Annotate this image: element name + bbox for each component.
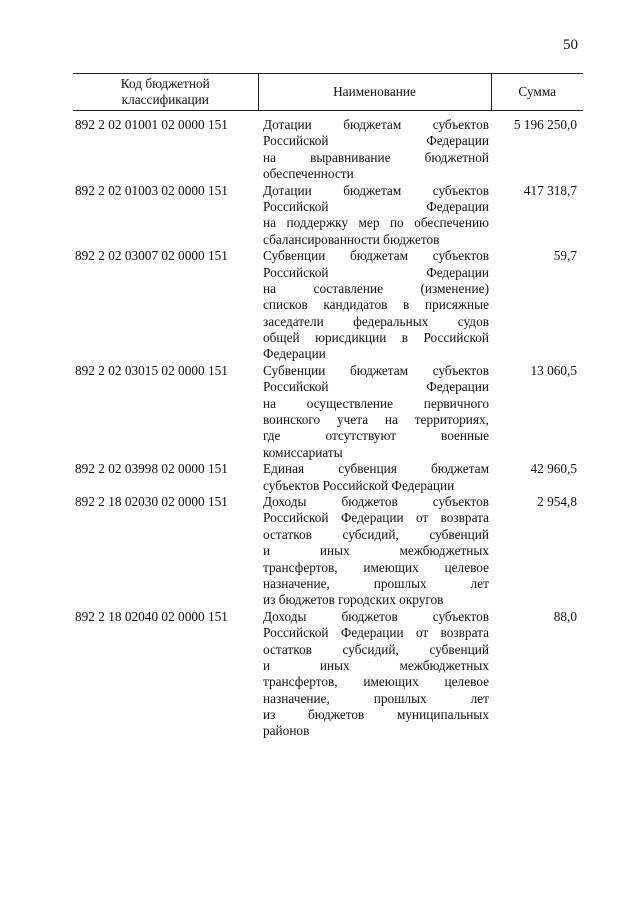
row-amount: 42 960,5 — [530, 461, 577, 477]
row-code: 892 2 18 02040 02 0000 151 — [75, 608, 228, 624]
row-name-line: и иных межбюджетных — [263, 657, 489, 673]
row-code: 892 2 02 03015 02 0000 151 — [75, 362, 228, 378]
row-code: 892 2 02 01003 02 0000 151 — [75, 182, 228, 198]
table-row — [73, 494, 583, 609]
row-amount: 2 954,8 — [537, 493, 577, 509]
row-name-line: Российской Федерации — [263, 133, 489, 149]
row-code: 892 2 02 03998 02 0000 151 — [75, 461, 228, 477]
row-name — [258, 609, 491, 740]
row-name-line: назначение, прошлых лет — [263, 575, 489, 591]
row-name-line: остатков субсидий, субвенций — [263, 641, 489, 657]
row-name-line: Единая субвенция бюджетам — [263, 461, 489, 477]
row-name-line: субъектов Российской Федерации — [263, 477, 455, 493]
row-name-line: общей юрисдикции в Российской — [263, 330, 489, 346]
row-name-line: трансфертов, имеющих целевое — [263, 559, 489, 575]
header-amount: Сумма — [491, 74, 583, 111]
row-name — [258, 183, 491, 249]
row-amount: 5 196 250,0 — [513, 117, 577, 132]
row-name-line: на осуществление первичного — [263, 395, 489, 411]
row-name — [258, 363, 491, 461]
table-row — [73, 248, 583, 363]
row-name-line: Российской Федерации от возврата — [263, 625, 489, 641]
row-name-line: Федерации — [263, 346, 326, 362]
table-body — [73, 111, 583, 740]
row-code: 892 2 18 02030 02 0000 151 — [75, 493, 228, 509]
row-name-line: комиссариаты — [263, 444, 343, 460]
row-name-line: из бюджетов городских округов — [263, 592, 444, 608]
row-name-line: Российской Федерации — [263, 198, 489, 214]
row-name-line: трансфертов, имеющих целевое — [263, 674, 489, 690]
row-name-line: воинского учета на территориях, — [263, 412, 489, 428]
row-name-line: обеспеченности — [263, 166, 354, 182]
row-name-line: Российской Федерации — [263, 264, 489, 280]
row-name-line: на составление (изменение) — [263, 280, 489, 296]
row-amount: 59,7 — [553, 248, 577, 264]
row-name-line: на выравнивание бюджетной — [263, 149, 489, 165]
row-name-line: остатков субсидий, субвенций — [263, 526, 489, 542]
row-name — [258, 494, 491, 609]
header-code: Код бюджетной классификации — [73, 74, 258, 111]
budget-table — [73, 73, 583, 740]
row-name — [258, 111, 491, 183]
row-name-line: списков кандидатов в присяжные — [263, 297, 489, 313]
row-amount: 13 060,5 — [530, 362, 577, 378]
row-code: 892 2 02 03007 02 0000 151 — [75, 248, 228, 264]
row-name-line: Дотации бюджетам субъектов — [263, 117, 489, 132]
row-name-line: Доходы бюджетов субъектов — [263, 493, 489, 509]
row-name-line: назначение, прошлых лет — [263, 690, 489, 706]
table-header-row — [73, 74, 583, 111]
table-row — [73, 461, 583, 494]
row-name-line: на поддержку мер по обеспечению — [263, 215, 489, 231]
row-name-line: где отсутствуют военные — [263, 428, 489, 444]
row-name-line: заседатели федеральных судов — [263, 313, 489, 329]
row-name-line: сбалансированности бюджетов — [263, 231, 440, 247]
table-row — [73, 183, 583, 249]
row-amount: 417 318,7 — [523, 182, 577, 198]
table-row — [73, 111, 583, 183]
row-name-line: Российской Федерации от возврата — [263, 510, 489, 526]
row-name — [258, 248, 491, 363]
page-number: 50 — [563, 37, 578, 53]
row-name-line: Субвенции бюджетам субъектов — [263, 248, 489, 264]
table-row — [73, 363, 583, 461]
row-name-line: из бюджетов муниципальных — [263, 707, 489, 723]
row-name-line: Доходы бюджетов субъектов — [263, 608, 489, 624]
table-row — [73, 609, 583, 740]
row-name-line: Дотации бюджетам субъектов — [263, 182, 489, 198]
row-amount: 88,0 — [553, 608, 577, 624]
header-name: Наименование — [258, 74, 491, 111]
row-name-line: и иных межбюджетных — [263, 543, 489, 559]
row-name — [258, 461, 491, 494]
row-name-line: районов — [263, 723, 310, 739]
row-name-line: Российской Федерации — [263, 379, 489, 395]
row-name-line: Субвенции бюджетам субъектов — [263, 362, 489, 378]
row-code: 892 2 02 01001 02 0000 151 — [75, 117, 228, 132]
